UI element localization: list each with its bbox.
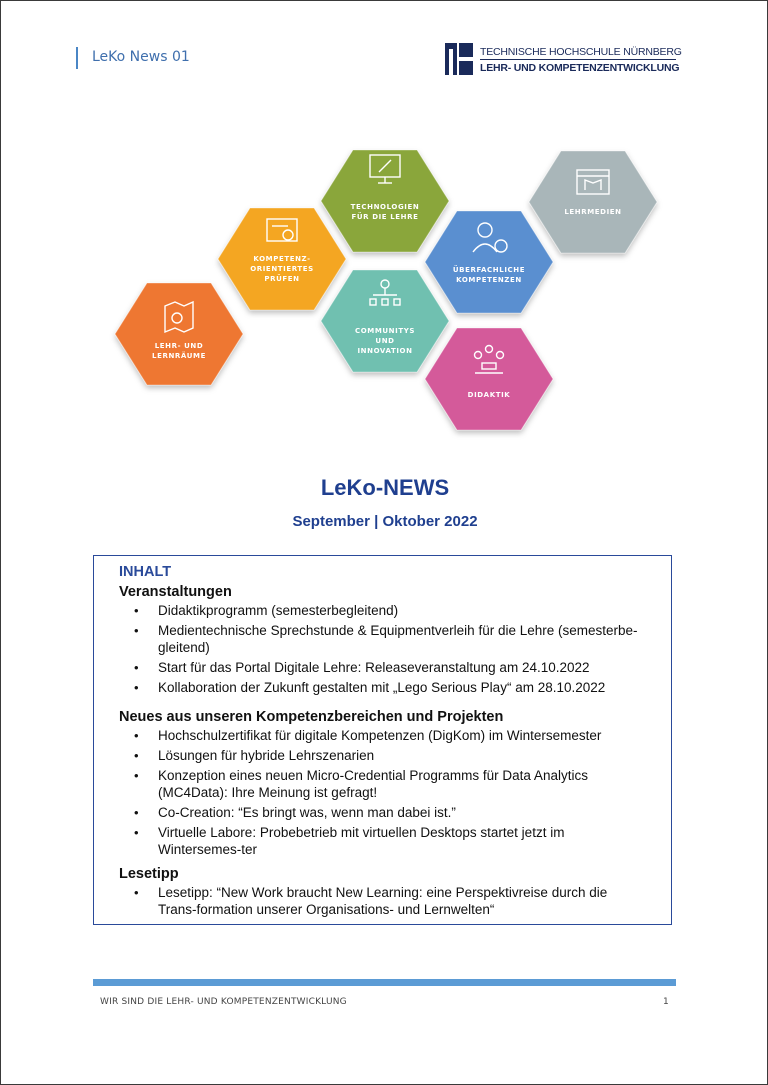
table-of-contents — [93, 555, 672, 925]
hexagon-label: PRÜFEN — [264, 275, 300, 283]
toc-item: • Co-Creation: “Es bringt was, wenn man dabei ist.” — [134, 804, 644, 821]
competence-hexagon-graphic — [101, 136, 671, 446]
hexagon-label: KOMPETENZEN — [456, 276, 522, 284]
toc-section-title: Veranstaltungen — [119, 584, 232, 600]
hexagon-label: COMMUNITYS — [354, 327, 416, 335]
university-logo — [445, 43, 682, 77]
hexagon-label: ORIENTIERTES — [250, 265, 314, 273]
toc-item: • Virtuelle Labore: Probebetrieb mit virtuellen Desktops startet jetzt im Wintersemes-ter — [134, 824, 644, 858]
toc-item: • Didaktikprogramm (semesterbegleitend) — [134, 602, 644, 619]
toc-section-title: Lesetipp — [119, 866, 179, 882]
hexagon-label: TECHNOLOGIEN — [350, 203, 420, 211]
hexagon-didaktik — [425, 328, 553, 430]
hexagon-shape — [321, 270, 449, 372]
toc-heading: INHALT — [119, 564, 172, 580]
toc-item: • Hochschulzertifikat für digitale Kompetenzen (DigKom) im Wintersemester — [134, 727, 644, 744]
newsletter-title: LeKo-NEWS — [320, 475, 450, 500]
header-title: LeKo News 01 — [92, 49, 190, 65]
hexagon-technologien — [321, 150, 449, 252]
university-logo-mark-icon — [445, 43, 473, 75]
hexagon-überfachliche — [425, 211, 553, 313]
toc-item: • Konzeption eines neuen Micro-Credential Programms für Data Analytics (MC4Data): Ihre Meinung ist gefragt! — [134, 767, 644, 801]
hexagon-communitys — [321, 270, 449, 372]
footer-slogan: WIR SIND DIE LEHR- UND KOMPETENZENTWICKLUNG — [100, 997, 347, 1007]
newsletter-date: September | Oktober 2022 — [292, 513, 478, 530]
footer-accent-bar — [93, 979, 676, 986]
logo-line2: LEHR- UND KOMPETENZENTWICKLUNG — [480, 62, 680, 74]
hexagon-shape — [529, 151, 657, 253]
hexagon-label: KOMPETENZ- — [253, 255, 311, 263]
toc-item: • Lesetipp: “New Work braucht New Learning: eine Perspektivreise durch die Trans-formation unserer Organisations- und Lernwelten“ — [134, 884, 644, 918]
hexagon-shape — [115, 283, 243, 385]
toc-section-list — [134, 602, 644, 699]
logo-line1: TECHNISCHE HOCHSCHULE NÜRNBERG — [480, 46, 682, 58]
toc-item: • Kollaboration der Zukunft gestalten mit „Lego Serious Play“ am 28.10.2022 — [134, 679, 644, 696]
hexagon-label: DIDAKTIK — [467, 391, 511, 399]
hexagon-shape — [425, 328, 553, 430]
hexagon-label: LEHRMEDIEN — [564, 208, 622, 216]
toc-item: • Start für das Portal Digitale Lehre: Releaseveranstaltung am 24.10.2022 — [134, 659, 644, 676]
hexagon-label: FÜR DIE LEHRE — [351, 213, 419, 221]
toc-section-list — [134, 884, 644, 921]
toc-section-title: Neues aus unseren Kompetenzbereichen und Projekten — [119, 709, 504, 725]
hexagon-label: LEHR- UND — [154, 342, 204, 350]
toc-item: • Lösungen für hybride Lehrszenarien — [134, 747, 644, 764]
toc-section-list — [134, 727, 644, 861]
hexagon-shape — [425, 211, 553, 313]
hexagon-label: LERNRÄUME — [152, 352, 206, 360]
hexagon-label: ÜBERFACHLICHE — [452, 266, 526, 274]
hexagon-kompetenz- — [218, 208, 346, 310]
page-number: 1 — [663, 997, 669, 1007]
hexagon-lehrmedien — [529, 151, 657, 253]
logo-divider — [480, 59, 676, 60]
hexagon-lehr-und — [115, 283, 243, 385]
hexagon-label: INNOVATION — [357, 347, 413, 355]
toc-item: • Medientechnische Sprechstunde & Equipmentverleih für die Lehre (semesterbe-gleitend) — [134, 622, 644, 656]
hexagon-label: UND — [375, 337, 395, 345]
header-accent-bar — [76, 47, 78, 69]
